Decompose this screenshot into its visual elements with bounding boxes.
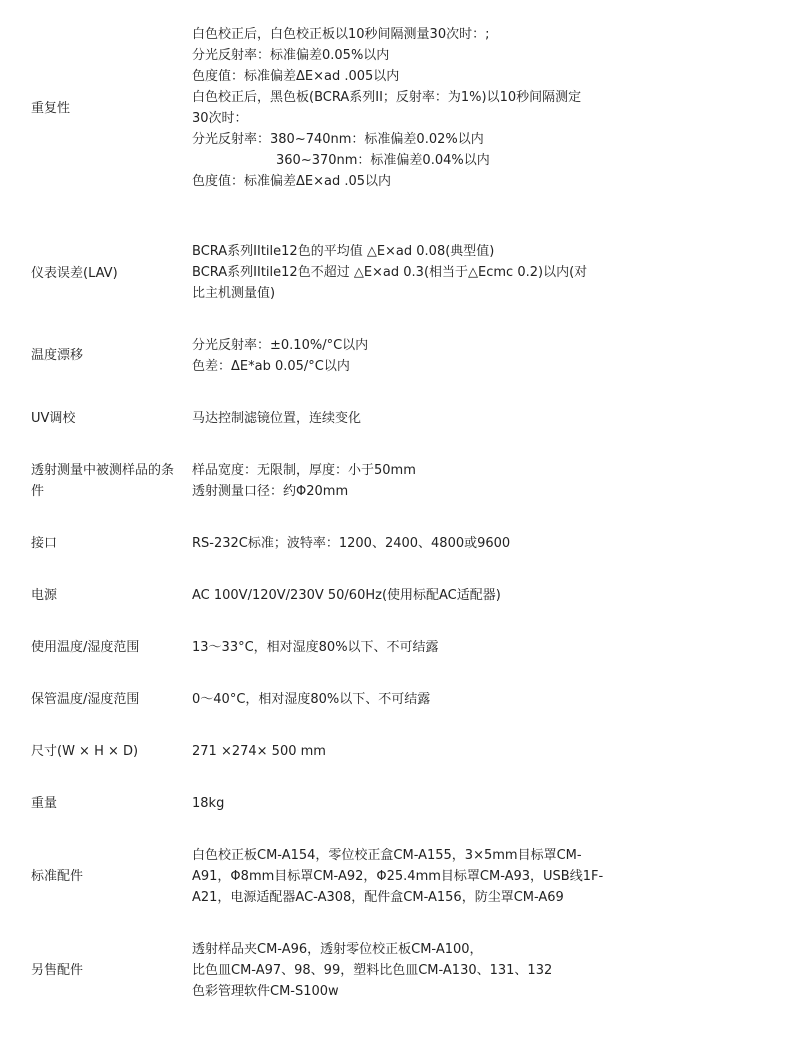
spec-value-line: 色度值：标准偏差ΔE×ad .05以内 (192, 174, 392, 189)
spec-label-line: 透射测量中被测样品的条 (31, 463, 175, 478)
spec-value-line: RS-232C标准；波特率：1200、2400、4800或9600 (192, 536, 511, 551)
spec-value-line: 分光反射率：±0.10%/°C以内 (192, 338, 369, 353)
spec-value-line: 白色校正后，黑色板(BCRA系列II；反射率：为1%)以10秒间隔测定 (192, 90, 582, 105)
spec-label-line: UV调校 (31, 411, 76, 426)
spec-value (192, 460, 612, 502)
spec-label (31, 866, 181, 887)
spec-value (192, 241, 612, 304)
spec-label (31, 585, 181, 606)
spec-value (192, 845, 612, 908)
spec-label (31, 960, 181, 981)
spec-value-line: 透射样品夹CM-A96，透射零位校正板CM-A100， (192, 942, 483, 957)
spec-value (192, 408, 612, 429)
spec-value-line: 白色校正后，白色校正板以10秒间隔测量30次时：; (192, 27, 490, 42)
spec-label-line: 接口 (31, 536, 58, 551)
spec-label-line: 标准配件 (31, 869, 84, 884)
spec-value (192, 533, 612, 554)
spec-label-line: 件 (31, 484, 45, 499)
spec-label (31, 460, 181, 502)
spec-value-line: 色差：ΔE*ab 0.05/°C以内 (192, 359, 350, 374)
spec-value (192, 585, 612, 606)
spec-label-line: 温度漂移 (31, 348, 84, 363)
spec-value-line: 马达控制滤镜位置，连续变化 (192, 411, 362, 426)
spec-value (192, 939, 612, 1002)
spec-value-line: 13～33°C，相对湿度80%以下、不可结露 (192, 640, 439, 655)
spec-label (31, 533, 181, 554)
spec-value-line: 0～40°C，相对湿度80%以下、不可结露 (192, 692, 431, 707)
spec-value (192, 689, 612, 710)
spec-value-line: 比色皿CM-A97、98、99，塑料比色皿CM-A130、131、132 (192, 963, 553, 978)
spec-label (31, 793, 181, 814)
spec-label-line: 保管温度/湿度范围 (31, 692, 140, 707)
spec-value-line: 白色校正板CM-A154，零位校正盒CM-A155，3×5mm目标罩CM- (192, 848, 582, 863)
spec-label (31, 637, 181, 658)
spec-value-line: A21，电源适配器AC-A308，配件盒CM-A156，防尘罩CM-A69 (192, 890, 564, 905)
spec-label (31, 263, 181, 284)
spec-value-line: 271 ×274× 500 mm (192, 744, 326, 759)
spec-value-line: AC 100V/120V/230V 50/60Hz(使用标配AC适配器) (192, 588, 501, 603)
spec-label (31, 408, 181, 429)
spec-label (31, 741, 181, 762)
spec-label-line: 电源 (31, 588, 58, 603)
spec-value (192, 793, 612, 814)
spec-label-line: 尺寸(W × H × D) (31, 744, 139, 759)
spec-label (31, 345, 181, 366)
spec-value (192, 637, 612, 658)
spec-value-line: BCRA系列IItile12色的平均值 △E×ad 0.08(典型值) (192, 244, 495, 259)
spec-label-line: 重复性 (31, 101, 71, 116)
spec-value (192, 741, 612, 762)
spec-value-line: 透射测量口径：约Φ20mm (192, 484, 349, 499)
spec-label (31, 689, 181, 710)
spec-value-line: BCRA系列IItile12色不超过 △E×ad 0.3(相当于△Ecmc 0.2)以内(对 (192, 265, 588, 280)
spec-label (31, 98, 181, 119)
spec-value-line: 比主机测量值) (192, 286, 276, 301)
spec-value-line: A91，Φ8mm目标罩CM-A92，Φ25.4mm目标罩CM-A93，USB线1F- (192, 869, 604, 884)
spec-value-line: 30次时： (192, 111, 248, 126)
spec-value (192, 335, 612, 377)
spec-value-line: 分光反射率：标准偏差0.05%以内 (192, 48, 390, 63)
spec-label-line: 重量 (31, 796, 58, 811)
spec-value-line: 分光反射率：380~740nm：标准偏差0.02%以内 (192, 132, 484, 147)
spec-value-line: 色度值：标准偏差ΔE×ad .005以内 (192, 69, 400, 84)
spec-value-line: 18kg (192, 796, 225, 811)
spec-label-line: 另售配件 (31, 963, 84, 978)
spec-label-line: 使用温度/湿度范围 (31, 640, 140, 655)
spec-value-line: 样品宽度：无限制，厚度：小于50mm (192, 463, 416, 478)
spec-value (192, 24, 612, 192)
spec-label-line: 仪表误差(LAV) (31, 266, 118, 281)
spec-value-line: 360~370nm：标准偏差0.04%以内 (276, 153, 490, 168)
spec-value-line: 色彩管理软件CM-S100w (192, 984, 339, 999)
